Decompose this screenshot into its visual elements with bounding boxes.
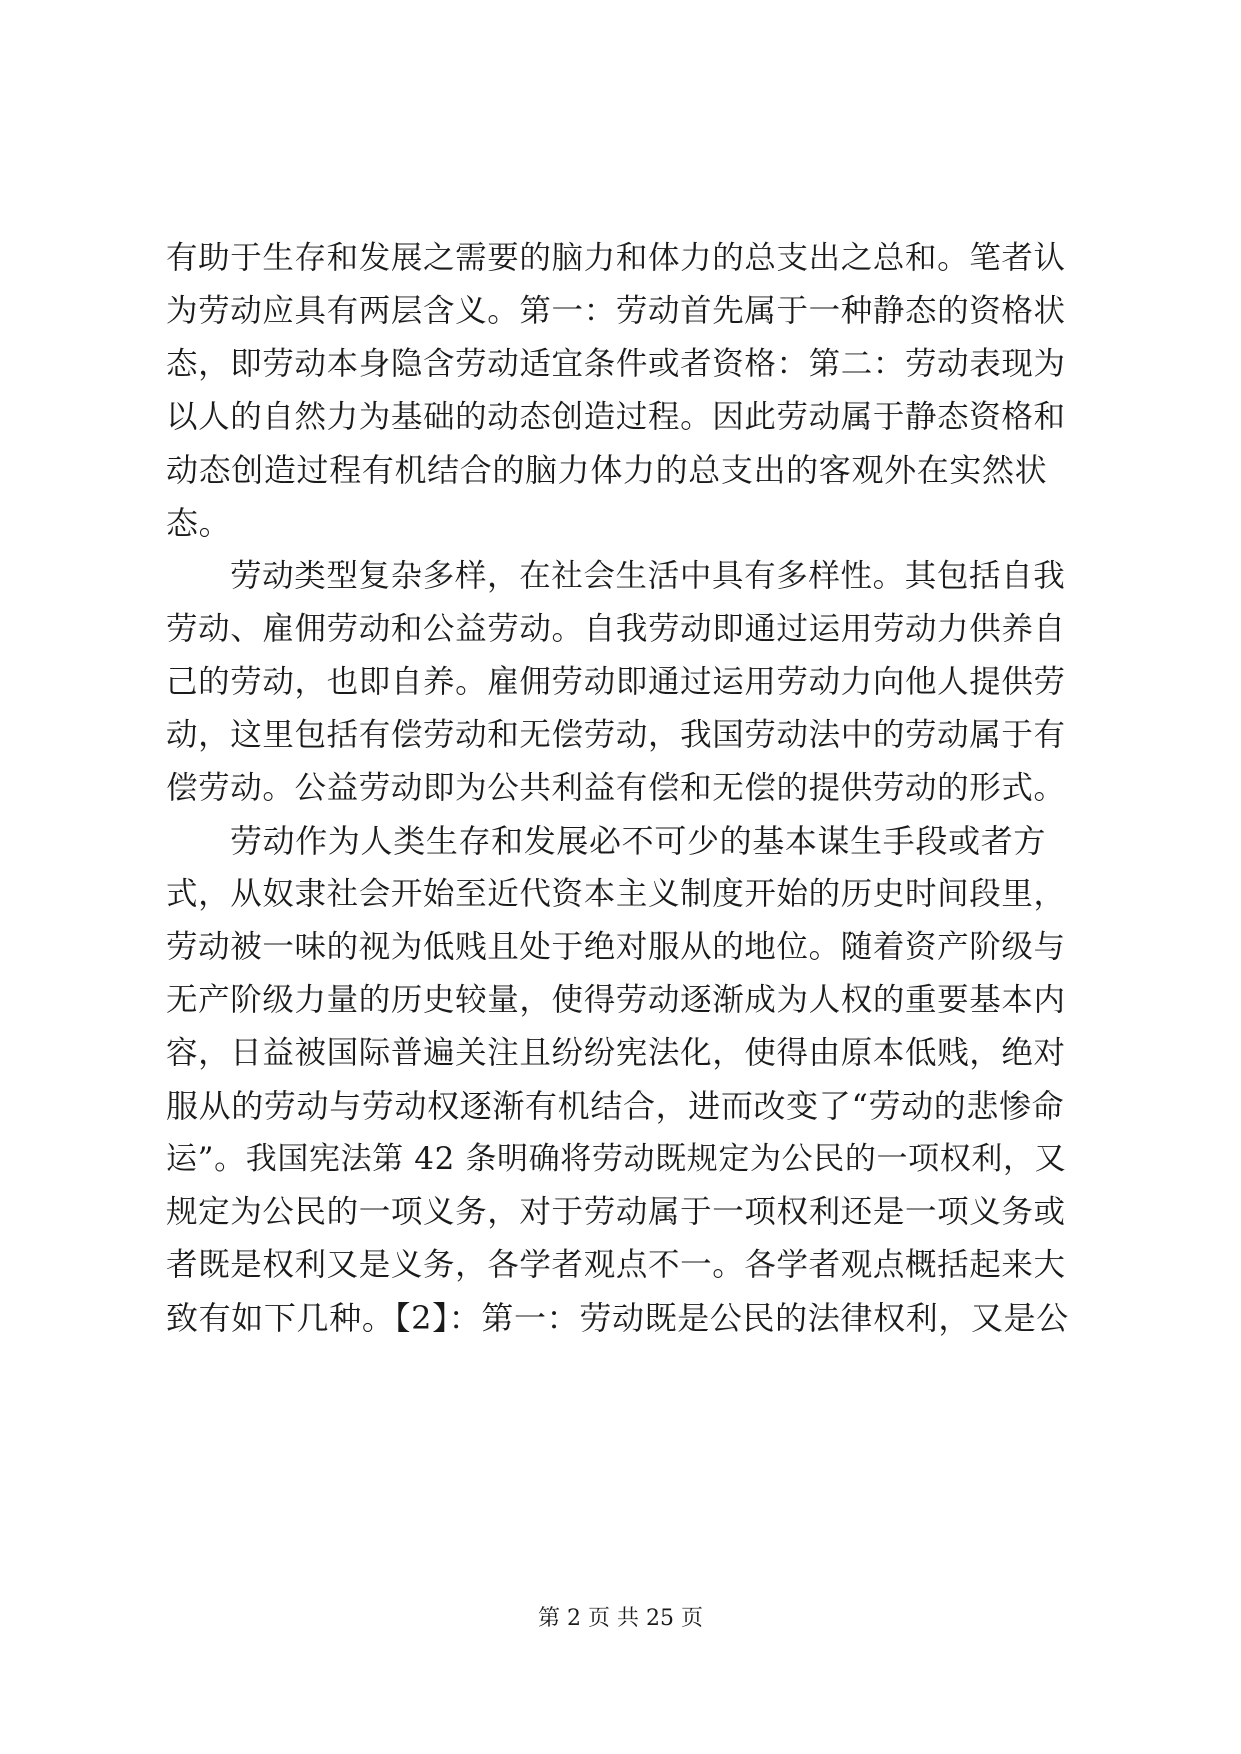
paragraph-2: [166, 550, 1076, 815]
text-line: 偿劳动。公益劳动即为公共利益有偿和无偿的提供劳动的形式。: [166, 770, 1066, 806]
text-line: 者既是权利又是义务，各学者观点不一。各学者观点概括起来大: [166, 1247, 1066, 1283]
text-line-indented: 劳动作为人类生存和发展必不可少的基本谋生手段或者方: [230, 822, 1047, 860]
paragraph-3: [166, 815, 1076, 1345]
text-line: 劳动被一味的视为低贱且处于绝对服从的地位。随着资产阶级与: [166, 929, 1066, 965]
text-line: 动态创造过程有机结合的脑力体力的总支出的客观外在实然状: [166, 451, 1048, 489]
text-line: 己的劳动，也即自养。雇佣劳动即通过运用劳动力向他人提供劳: [166, 664, 1066, 700]
text-line: 态，即劳动本身隐含劳动适宜条件或者资格：第二：劳动表现为: [166, 346, 1066, 382]
text-line: 容，日益被国际普遍关注且纷纷宪法化，使得由原本低贱，绝对: [166, 1035, 1066, 1071]
text-line: 无产阶级力量的历史较量，使得劳动逐渐成为人权的重要基本内: [166, 982, 1066, 1018]
body-text: [166, 232, 1076, 1345]
text-line: 有助于生存和发展之需要的脑力和体力的总支出之总和。笔者认: [166, 240, 1066, 276]
text-line: 为劳动应具有两层含义。第一：劳动首先属于一种静态的资格状: [166, 293, 1066, 329]
page-number-label: 第 2 页 共 25 页: [538, 1606, 703, 1631]
text-line: 态。: [166, 504, 232, 542]
text-line: 服从的劳动与劳动权逐渐有机结合，进而改变了“劳动的悲惨命: [166, 1087, 1065, 1125]
text-line: 规定为公民的一项义务，对于劳动属于一项权利还是一项义务或: [166, 1194, 1066, 1230]
text-line: 致有如下几种。【2】：第一：劳动既是公民的法律权利，又是公: [166, 1299, 1069, 1337]
paragraph-1: [166, 232, 1076, 550]
text-line: 式，从奴隶社会开始至近代资本主义制度开始的历史时间段里，: [166, 876, 1066, 912]
text-line: 以人的自然力为基础的动态创造过程。因此劳动属于静态资格和: [166, 399, 1066, 435]
text-line: 劳动、雇佣劳动和公益劳动。自我劳动即通过运用劳动力供养自: [166, 611, 1066, 647]
text-line: 动，这里包括有偿劳动和无偿劳动，我国劳动法中的劳动属于有: [166, 717, 1066, 753]
text-line-indented: 劳动类型复杂多样，在社会生活中具有多样性。其包括自我: [230, 558, 1066, 594]
text-line: 运”。我国宪法第 42 条明确将劳动既规定为公民的一项权利，又: [166, 1141, 1067, 1177]
page-footer: [0, 1605, 1241, 1633]
